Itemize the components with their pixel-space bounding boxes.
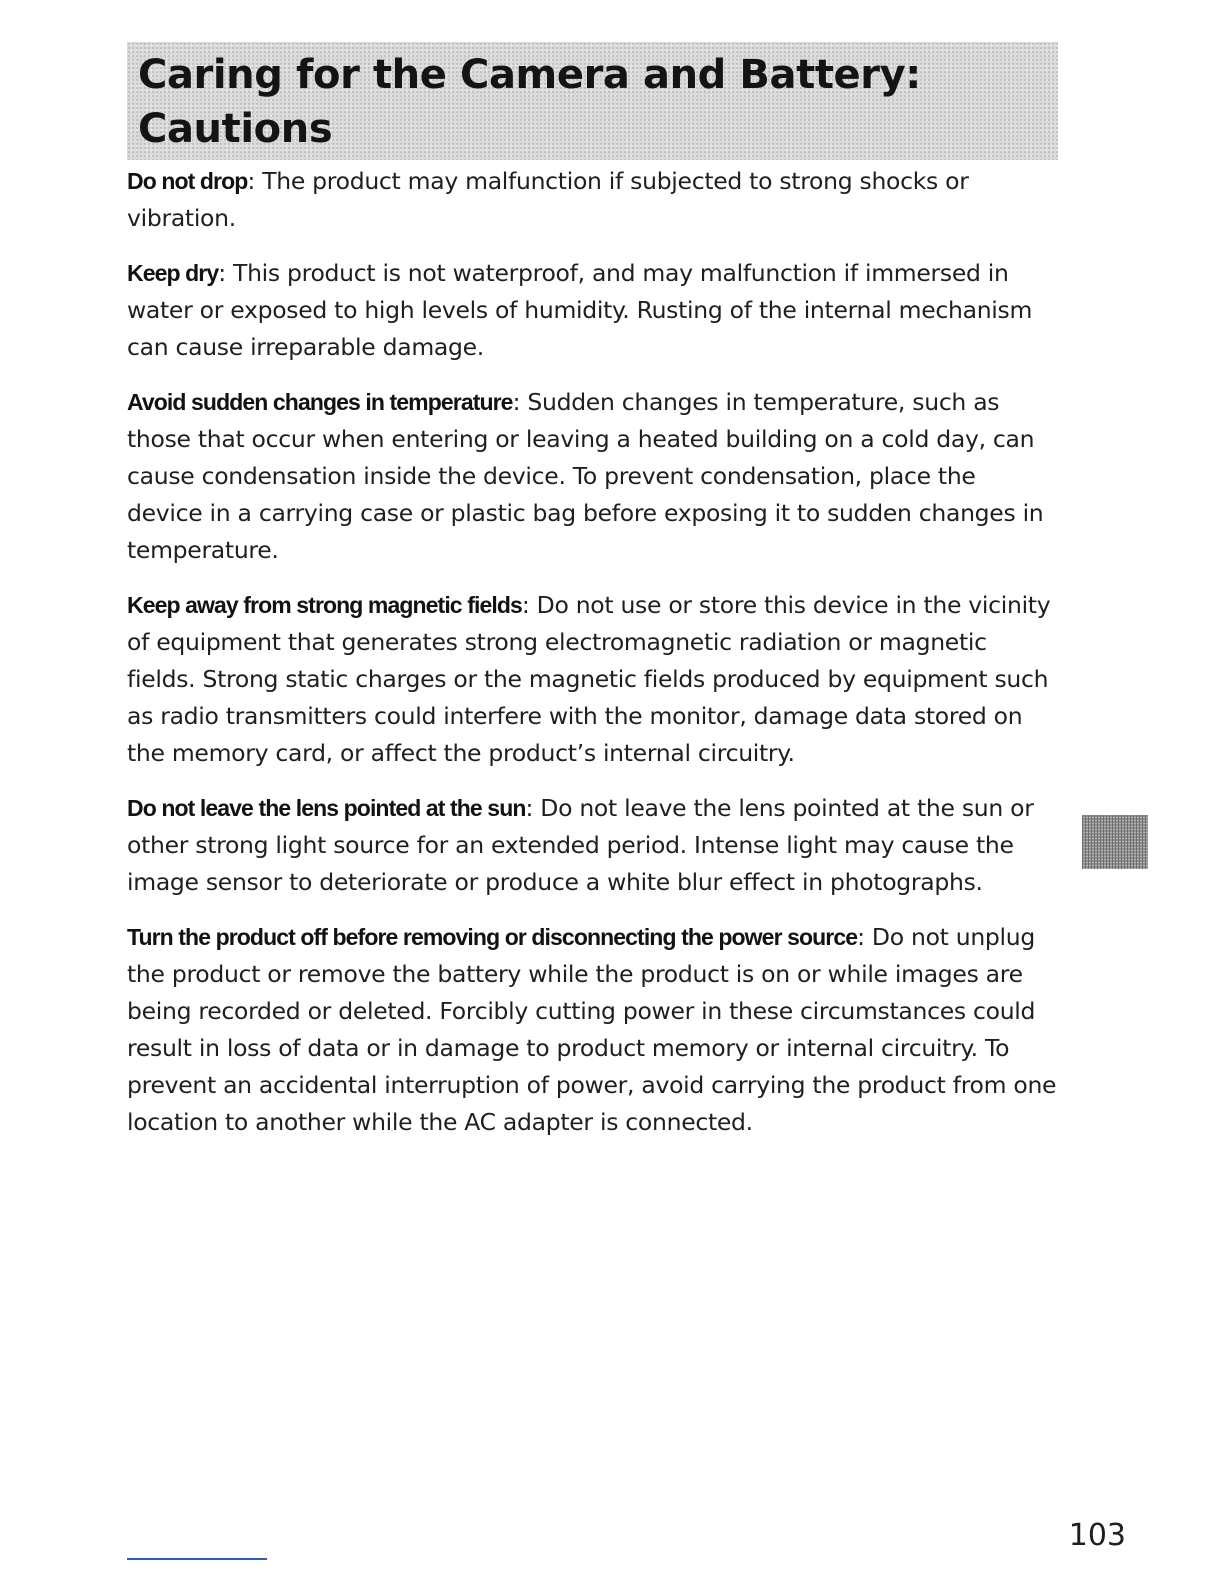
caution-lead: Keep dry xyxy=(127,260,219,286)
caution-temperature xyxy=(127,384,1057,569)
page-number: 103 xyxy=(1068,1518,1126,1553)
caution-text: : The product may malfunction if subjected to strong shocks or vibration. xyxy=(127,167,969,232)
caution-magnetic-fields xyxy=(127,587,1057,772)
caution-lead: Keep away from strong magnetic fields xyxy=(127,592,522,618)
footer-rule xyxy=(127,1558,267,1560)
caution-text: : Do not leave the lens pointed at the sun or other strong light source for an extended period. Intense light may cause the image sensor to deteriorate or produce a white blur effect in photographs. xyxy=(127,794,1034,896)
caution-lead: Do not drop xyxy=(127,168,248,194)
caution-text: : Do not use or store this device in the vicinity of equipment that generates strong electromagnetic radiation or magnetic fields. Strong static charges or the magnetic fields produced by equipment such as radio transmitters could interfere with the monitor, damage data stored on the memory card, or affect the product’s internal circuitry. xyxy=(127,591,1051,767)
caution-text: : Do not unplug the product or remove the battery while the product is on or while images are being recorded or deleted. Forcibly cutting power in these circumstances could result in loss of data or in damage to product memory or internal circuitry. To prevent an accidental interruption of power, avoid carrying the product from one location to another while the AC adapter is connected. xyxy=(127,923,1057,1136)
page-title-line-1: Caring for the Camera and Battery: xyxy=(138,52,921,98)
caution-lead: Do not leave the lens pointed at the sun xyxy=(127,795,526,821)
caution-text: : Sudden changes in temperature, such as those that occur when entering or leaving a heated building on a cold day, can cause condensation inside the device. To prevent condensation, place the device in a carrying case or plastic bag before exposing it to sudden changes in temperature. xyxy=(127,388,1044,564)
caution-text: : This product is not waterproof, and may malfunction if immersed in water or exposed to high levels of humidity. Rusting of the internal mechanism can cause irreparable damage. xyxy=(127,259,1033,361)
section-thumb-tab xyxy=(1082,815,1148,869)
caution-power-source xyxy=(127,919,1057,1141)
caution-lead: Avoid sudden changes in temperature xyxy=(127,389,513,415)
caution-do-not-drop xyxy=(127,163,1057,237)
caution-keep-dry xyxy=(127,255,1057,366)
caution-lead: Turn the product off before removing or disconnecting the power source xyxy=(127,924,858,950)
page-title xyxy=(138,48,1038,156)
cautions-list xyxy=(127,163,1057,1159)
page-title-line-2: Cautions xyxy=(138,106,333,152)
caution-lens-sun xyxy=(127,790,1057,901)
